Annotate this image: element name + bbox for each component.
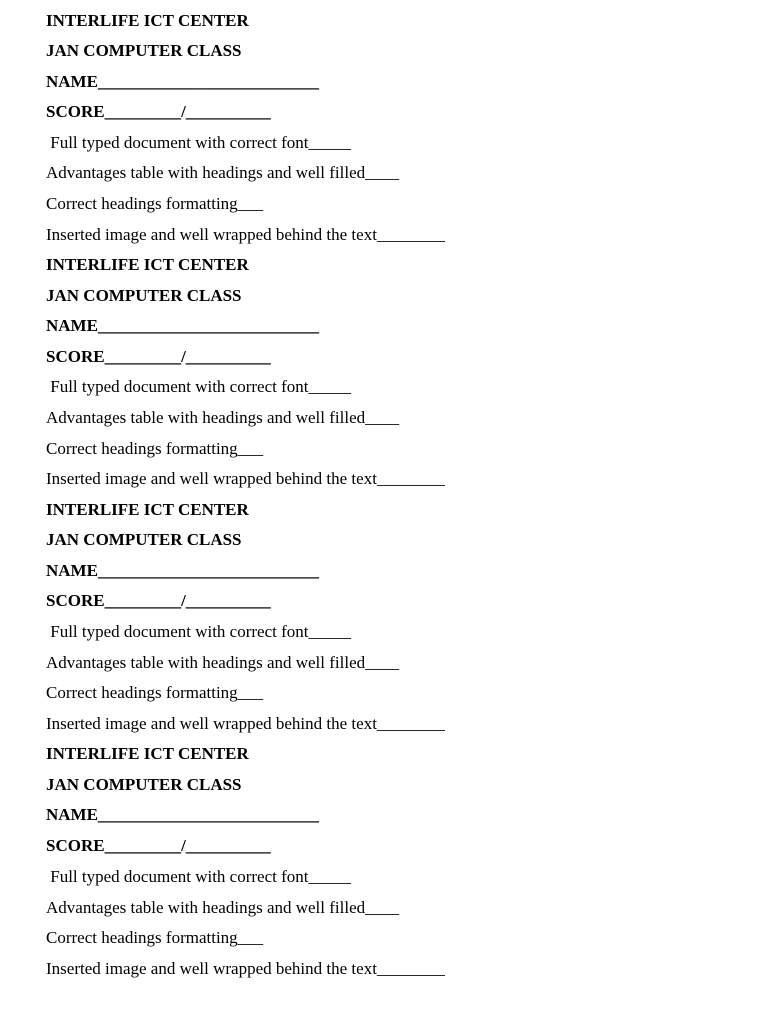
center-title: INTERLIFE ICT CENTER [46,255,249,274]
criterion-line: Inserted image and well wrapped behind the text________ [46,959,445,978]
class-title: JAN COMPUTER CLASS [46,530,242,549]
criterion-line: Full typed document with correct font_____ [46,133,351,152]
criterion-line: Inserted image and well wrapped behind the text________ [46,714,445,733]
name-field-line: NAME__________________________ [46,805,319,824]
criterion-line: Full typed document with correct font_____ [46,622,351,641]
class-title: JAN COMPUTER CLASS [46,286,242,305]
criterion-line: Inserted image and well wrapped behind the text________ [46,225,445,244]
score-field-line: SCORE_________/__________ [46,591,271,610]
score-field-line: SCORE_________/__________ [46,102,271,121]
criterion-line: Full typed document with correct font_____ [46,377,351,396]
class-title: JAN COMPUTER CLASS [46,775,242,794]
criterion-line: Advantages table with headings and well filled____ [46,408,400,427]
name-field-line: NAME__________________________ [46,316,319,335]
criterion-line: Correct headings formatting___ [46,928,264,947]
criterion-line: Correct headings formatting___ [46,439,264,458]
center-title: INTERLIFE ICT CENTER [46,500,249,519]
score-field-line: SCORE_________/__________ [46,347,271,366]
name-field-line: NAME__________________________ [46,72,319,91]
center-title: INTERLIFE ICT CENTER [46,744,249,763]
criterion-line: Advantages table with headings and well filled____ [46,653,400,672]
center-title: INTERLIFE ICT CENTER [46,11,249,30]
name-field-line: NAME__________________________ [46,561,319,580]
class-title: JAN COMPUTER CLASS [46,41,242,60]
score-field-line: SCORE_________/__________ [46,836,271,855]
criterion-line: Advantages table with headings and well filled____ [46,163,400,182]
criterion-line: Inserted image and well wrapped behind the text________ [46,469,445,488]
criterion-line: Correct headings formatting___ [46,194,264,213]
criterion-line: Advantages table with headings and well filled____ [46,898,400,917]
criterion-line: Full typed document with correct font_____ [46,867,351,886]
criterion-line: Correct headings formatting___ [46,683,264,702]
